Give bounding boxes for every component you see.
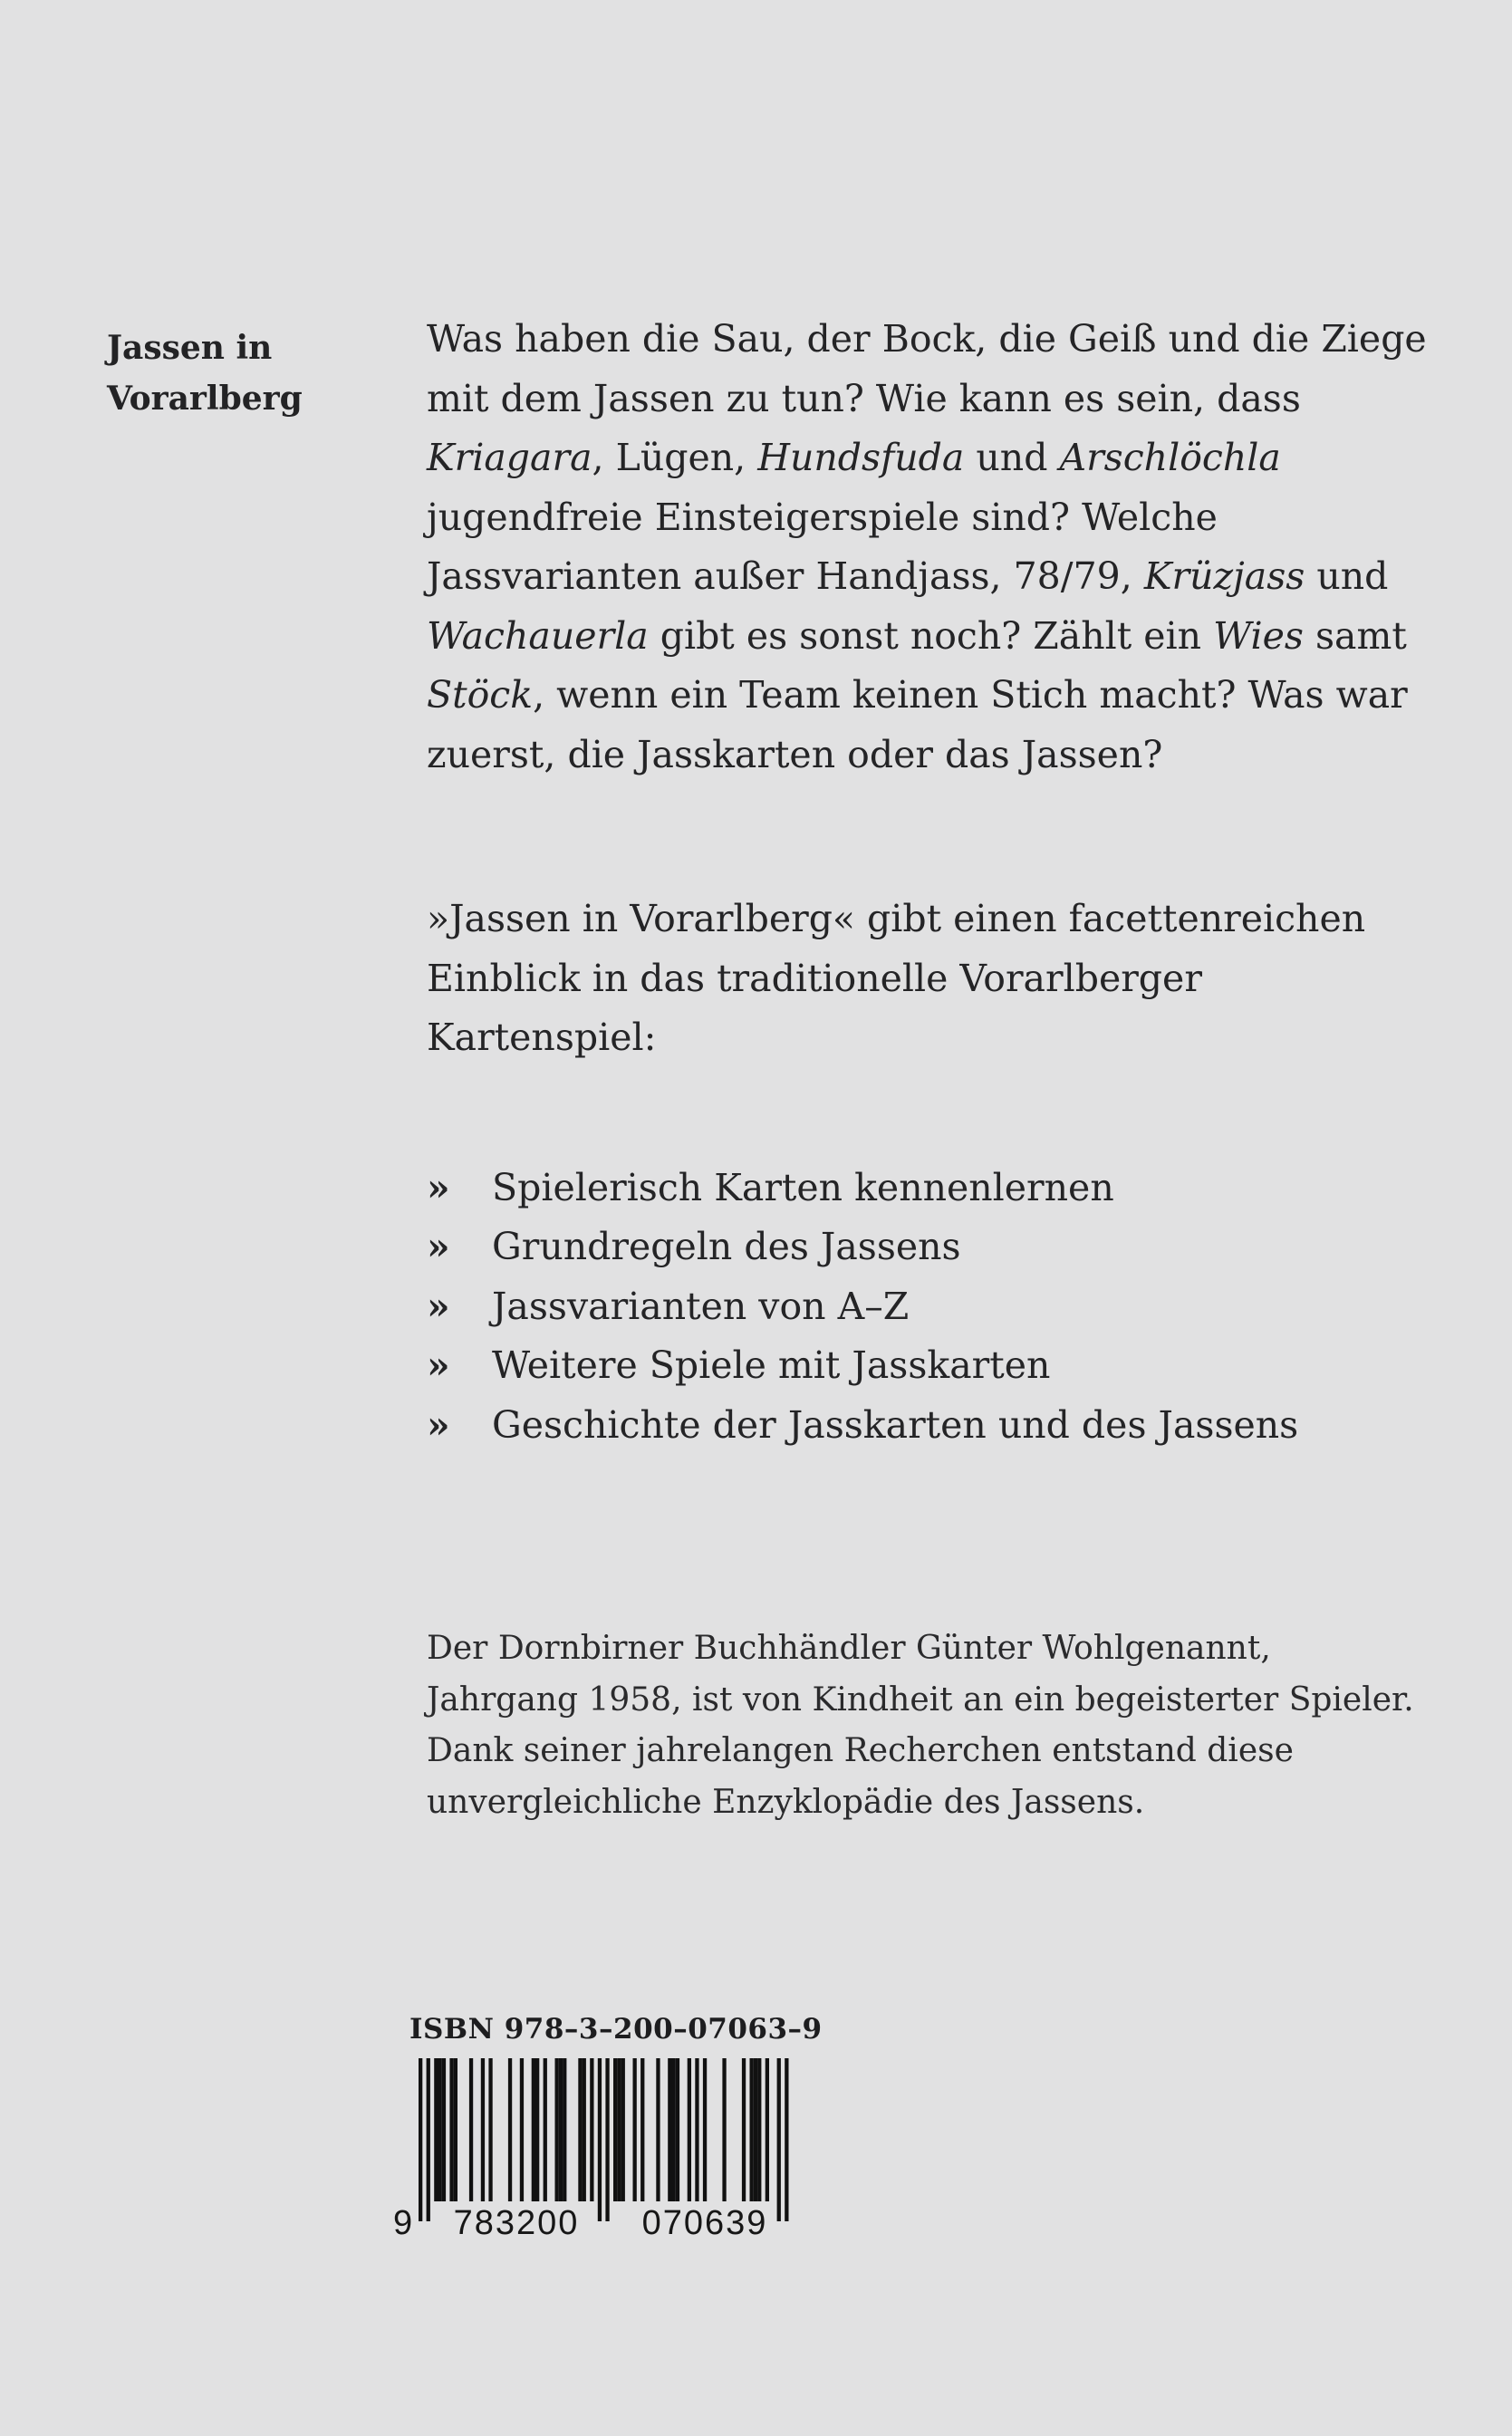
term-hundsfuda: Hundsfuda	[757, 436, 965, 479]
barcode-bar	[688, 2058, 691, 2201]
list-item-label: Grundregeln des Jassens	[492, 1225, 961, 1268]
barcode-bar	[583, 2058, 586, 2201]
barcode-bar	[757, 2058, 761, 2201]
term-kruezjass: Krüzjass	[1143, 554, 1305, 598]
barcode-guard-bar	[427, 2058, 430, 2221]
list-item	[427, 1277, 1441, 1337]
barcode-bar	[703, 2058, 707, 2201]
barcode-bar	[742, 2058, 746, 2201]
barcode-bar	[613, 2058, 617, 2201]
isbn-label: ISBN 978–3–200–07063–9	[409, 2013, 823, 2046]
questions-text-1: Was haben die Sau, der Bock, die Geiß und die Ziege mit dem Jassen zu tun? Wie kann es sein, dass	[427, 317, 1427, 420]
list-item	[427, 1218, 1441, 1277]
questions-text-4: jugendfreie Einsteigerspiele sind? Welche Jassvarianten außer Handjass, 78/79,	[427, 495, 1218, 598]
questions-text-2: , Lügen,	[592, 436, 758, 479]
barcode-bar	[633, 2058, 637, 2201]
barcode-bar	[559, 2058, 563, 2201]
barcode-bar	[640, 2058, 644, 2201]
barcode-bar	[481, 2058, 485, 2201]
feature-list	[427, 1159, 1441, 1456]
barcode-lead-digit: 9	[393, 2204, 413, 2239]
barcode-bar	[754, 2058, 757, 2201]
barcode-guard-bar	[785, 2058, 788, 2221]
questions-text-7: samt	[1303, 613, 1407, 658]
barcode-guard-bar	[605, 2058, 609, 2221]
term-kriagara: Kriagara	[427, 436, 592, 479]
barcode-bars	[419, 2058, 789, 2221]
sidebar-title-line1: Jassen in	[107, 329, 273, 367]
barcode-guard-bar	[777, 2058, 781, 2221]
barcode-bar	[722, 2058, 726, 2201]
barcode-bar	[535, 2058, 539, 2201]
barcode-bar	[672, 2058, 676, 2201]
barcode-bar	[544, 2058, 547, 2201]
barcode-guard-bar	[419, 2058, 422, 2221]
barcode-bar	[438, 2058, 442, 2201]
barcode-bar	[508, 2058, 512, 2201]
barcode-left-digits: 783200	[453, 2204, 580, 2239]
barcode-bar	[656, 2058, 660, 2201]
barcode-bar	[488, 2058, 492, 2201]
barcode-bar	[695, 2058, 698, 2201]
list-item-label: Jassvarianten von A–Z	[492, 1284, 910, 1328]
questions-text-3: und	[964, 436, 1060, 479]
bullet-guillemet: »	[427, 1343, 450, 1387]
questions-text-5: und	[1305, 554, 1389, 598]
barcode-bar	[434, 2058, 438, 2201]
list-item-label: Spielerisch Karten kennenlernen	[492, 1165, 1114, 1209]
bullet-guillemet: »	[427, 1165, 450, 1209]
sidebar-title	[107, 323, 379, 424]
barcode-bar	[532, 2058, 535, 2201]
bullet-guillemet: »	[427, 1225, 450, 1268]
barcode-bar	[617, 2058, 621, 2201]
term-wachauerla: Wachauerla	[427, 613, 649, 658]
barcode-bar	[590, 2058, 593, 2201]
list-item	[427, 1159, 1441, 1218]
questions-text-6: gibt es sonst noch? Zählt ein	[648, 613, 1214, 658]
barcode-bar	[454, 2058, 457, 2201]
barcode-bar	[676, 2058, 679, 2201]
blurb-main	[427, 310, 1441, 1455]
bullet-guillemet: »	[427, 1402, 450, 1447]
barcode	[380, 2058, 833, 2239]
barcode-bar	[621, 2058, 625, 2201]
barcode-bar	[520, 2058, 524, 2201]
list-item-label: Weitere Spiele mit Jasskarten	[492, 1343, 1051, 1387]
list-item	[427, 1336, 1441, 1396]
barcode-right-digits: 070639	[641, 2204, 768, 2239]
term-wies: Wies	[1213, 613, 1304, 658]
barcode-bar	[555, 2058, 559, 2201]
barcode-bar	[766, 2058, 769, 2201]
barcode-bar	[442, 2058, 446, 2201]
term-stoeck: Stöck	[427, 673, 534, 717]
author-bio: Der Dornbirner Buchhändler Günter Wohlgenannt, Jahrgang 1958, ist von Kindheit an ein begeisterter Spieler. Dank seiner jahrelangen Recherchen entstand diese unvergleichliche Enzyklopädie des Jassens.	[427, 1630, 1414, 1821]
barcode-bar	[449, 2058, 453, 2201]
barcode-bar	[578, 2058, 582, 2201]
list-item-label: Geschichte der Jasskarten und des Jassens	[492, 1402, 1299, 1447]
barcode-bar	[668, 2058, 671, 2201]
bullet-guillemet: »	[427, 1284, 450, 1328]
questions-text-8: , wenn ein Team keinen Stich macht? Was war zuerst, die Jasskarten oder das Jassen?	[427, 673, 1408, 776]
barcode-bar	[469, 2058, 473, 2201]
barcode-bar	[563, 2058, 566, 2201]
list-item	[427, 1396, 1441, 1456]
barcode-guard-bar	[598, 2058, 602, 2221]
questions-paragraph	[427, 310, 1441, 785]
sidebar-title-line2: Vorarlberg	[107, 380, 303, 418]
barcode-bar	[750, 2058, 754, 2201]
term-arschloechla: Arschlöchla	[1059, 436, 1281, 479]
intro-paragraph: »Jassen in Vorarlberg« gibt einen facettenreichen Einblick in das traditionelle Vorarlberger Kartenspiel:	[427, 897, 1366, 1059]
